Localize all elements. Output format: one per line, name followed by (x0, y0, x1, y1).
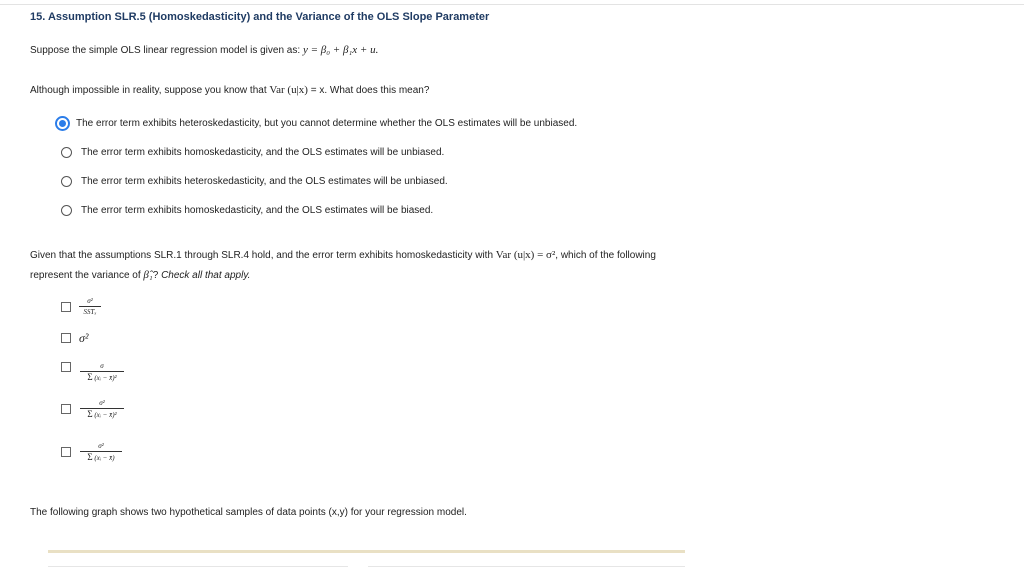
q1-prompt-pre: Although impossible in reality, suppose you know that (30, 85, 267, 96)
beta-hat-symbol: β̂₁ (143, 269, 153, 281)
q2-prompt-line2-pre: represent the variance of (30, 270, 141, 281)
formula-numerator: σ² (98, 442, 104, 450)
radio-icon[interactable] (61, 176, 72, 187)
intro-line (30, 44, 378, 56)
top-divider (0, 4, 1024, 5)
q2-prompt-line2 (30, 269, 250, 281)
q1-option-4[interactable] (61, 205, 433, 216)
q2-checkbox-5[interactable] (61, 447, 71, 457)
q1-option-label: The error term exhibits heteroskedasticity, and the OLS estimates will be unbiased. (81, 176, 448, 187)
q1-option-label: The error term exhibits heteroskedasticity, but you cannot determine whether the OLS estimates will be unbiased. (76, 118, 578, 129)
graph-area-top-border (48, 550, 685, 553)
q1-option-3[interactable] (61, 176, 448, 187)
q2-choice-5-formula (80, 442, 122, 463)
q2-checkbox-2[interactable] (61, 333, 71, 343)
model-equation: y = β₀ + β₁x + u. (302, 44, 379, 56)
sum-symbol: Σ (87, 452, 93, 462)
q2-choice-3-formula (80, 362, 124, 383)
radio-icon[interactable] (61, 147, 72, 158)
sum-body: (xᵢ − x̄)² (94, 411, 117, 419)
formula-denominator (80, 410, 124, 420)
q1-option-2[interactable] (61, 147, 444, 158)
q1-option-label: The error term exhibits homoskedasticity, and the OLS estimates will be biased. (81, 205, 434, 216)
sum-symbol: Σ (87, 372, 93, 382)
q1-option-1[interactable] (57, 116, 577, 131)
question-title: 15. Assumption SLR.5 (Homoskedasticity) and the Variance of the OLS Slope Parameter (30, 11, 490, 23)
formula-denominator (80, 373, 124, 383)
graph-intro-text: The following graph shows two hypothetical samples of data points (x,y) for your regression model. (30, 507, 467, 518)
q2-prompt-pre: Given that the assumptions SLR.1 through SLR.4 hold, and the error term exhibits homoskedasticity with (30, 250, 494, 261)
fraction-bar (80, 451, 122, 452)
q2-instruction: Check all that apply. (161, 270, 251, 281)
q2-checkbox-1[interactable] (61, 302, 71, 312)
graph-panel-left-edge (48, 566, 348, 567)
q1-prompt-post: = x. What does this mean? (310, 85, 430, 96)
graph-panel-right-edge (368, 566, 685, 567)
formula-numerator: σ (100, 362, 104, 370)
q2-choice-2-formula: σ² (79, 331, 89, 345)
fraction-bar (79, 306, 101, 307)
q1-option-label: The error term exhibits homoskedasticity, and the OLS estimates will be unbiased. (81, 147, 445, 158)
q2-prompt-line1 (30, 249, 656, 261)
q2-choice-1-formula (79, 297, 101, 317)
radio-icon[interactable] (61, 205, 72, 216)
q2-var-expression: Var (u|x) = σ² (495, 249, 556, 261)
q2-checkbox-4[interactable] (61, 404, 71, 414)
q2-checkbox-3[interactable] (61, 362, 71, 372)
q2-question-mark: ? (152, 270, 159, 281)
sum-body: (xᵢ − x̄) (94, 454, 115, 462)
radio-selected-icon[interactable] (55, 116, 70, 131)
formula-denominator (80, 453, 122, 463)
sum-symbol: Σ (87, 409, 93, 419)
sum-body: (xᵢ − x̄)² (94, 374, 117, 382)
formula-numerator: σ² (99, 399, 105, 407)
q2-choice-4-formula (80, 399, 124, 420)
q1-prompt (30, 84, 429, 96)
q2-prompt-post: , which of the following (555, 250, 656, 261)
formula-denominator: SSTₓ (83, 308, 97, 316)
q1-var-expression: Var (u|x) (269, 84, 308, 96)
intro-text: Suppose the simple OLS linear regression model is given as: (30, 45, 301, 56)
formula-numerator: σ² (87, 297, 93, 305)
